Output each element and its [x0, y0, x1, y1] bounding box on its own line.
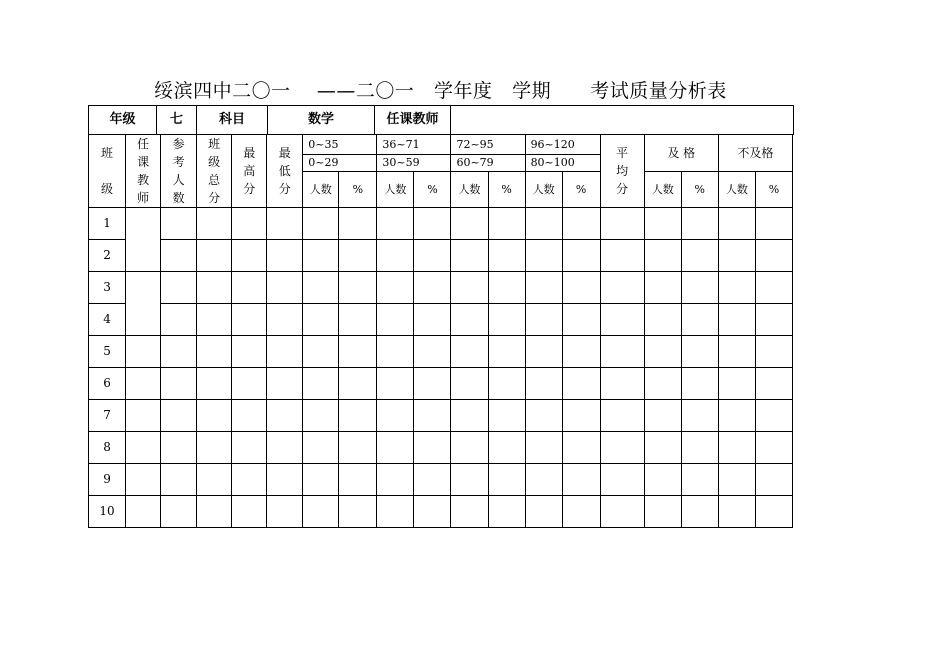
data-cell[interactable]	[232, 304, 267, 336]
data-cell[interactable]	[644, 400, 681, 432]
data-cell[interactable]	[414, 368, 451, 400]
data-cell[interactable]	[161, 336, 197, 368]
data-cell[interactable]	[303, 336, 339, 368]
pass-count-header: 人数	[644, 172, 681, 208]
row-class-number: 1	[89, 208, 126, 240]
data-cell[interactable]	[161, 464, 197, 496]
table-row	[89, 496, 793, 528]
data-cell[interactable]	[525, 272, 562, 304]
data-cell[interactable]	[600, 496, 644, 528]
data-cell[interactable]	[377, 432, 414, 464]
data-cell[interactable]	[414, 400, 451, 432]
range-4-lower: 80~100	[525, 154, 600, 171]
data-cell[interactable]	[414, 272, 451, 304]
data-cell[interactable]	[644, 464, 681, 496]
data-cell[interactable]	[232, 368, 267, 400]
data-cell[interactable]	[377, 368, 414, 400]
data-cell[interactable]	[644, 240, 681, 272]
data-cell[interactable]	[414, 496, 451, 528]
data-cell[interactable]	[303, 464, 339, 496]
data-cell[interactable]	[451, 208, 488, 240]
data-cell[interactable]	[600, 272, 644, 304]
teacher-cell[interactable]	[126, 496, 161, 528]
data-cell[interactable]	[718, 240, 755, 272]
data-cell[interactable]	[755, 240, 792, 272]
data-cell[interactable]	[267, 432, 303, 464]
range-1-percent-header: %	[339, 172, 377, 208]
col-pass: 及 格	[644, 135, 718, 172]
data-cell[interactable]	[267, 336, 303, 368]
data-cell[interactable]	[600, 464, 644, 496]
range-4-count-header: 人数	[525, 172, 562, 208]
data-cell[interactable]	[451, 368, 488, 400]
data-cell[interactable]	[377, 336, 414, 368]
table-row	[89, 464, 793, 496]
data-cell[interactable]	[161, 272, 197, 304]
data-cell[interactable]	[197, 240, 232, 272]
data-cell[interactable]	[681, 368, 718, 400]
range-2-percent-header: %	[414, 172, 451, 208]
data-cell[interactable]	[525, 368, 562, 400]
data-cell[interactable]	[488, 400, 525, 432]
range-3-lower: 60~79	[451, 154, 525, 171]
data-cell[interactable]	[339, 496, 377, 528]
data-cell[interactable]	[303, 368, 339, 400]
data-cell[interactable]	[718, 432, 755, 464]
data-cell[interactable]	[339, 240, 377, 272]
data-cell[interactable]	[414, 208, 451, 240]
data-cell[interactable]	[161, 400, 197, 432]
data-cell[interactable]	[681, 208, 718, 240]
data-cell[interactable]	[718, 336, 755, 368]
row-class-number: 6	[89, 368, 126, 400]
data-cell[interactable]	[681, 464, 718, 496]
form-title: 绥滨四中二〇一 ——二〇一 学年度 学期 考试质量分析表	[154, 80, 727, 102]
subject-label: 科目	[197, 106, 268, 135]
data-cell[interactable]	[562, 240, 600, 272]
data-cell[interactable]	[681, 400, 718, 432]
data-cell[interactable]	[488, 304, 525, 336]
data-cell[interactable]	[562, 400, 600, 432]
grade-value[interactable]: 七	[157, 106, 197, 135]
col-class: 班 级	[89, 135, 126, 208]
data-cell[interactable]	[562, 496, 600, 528]
data-cell[interactable]	[451, 304, 488, 336]
data-cell[interactable]	[303, 208, 339, 240]
table-row	[89, 304, 793, 336]
data-cell[interactable]	[339, 400, 377, 432]
fail-count-header: 人数	[718, 172, 755, 208]
table-row	[89, 272, 793, 304]
data-cell[interactable]	[600, 240, 644, 272]
teacher-cell[interactable]	[126, 272, 161, 336]
data-cell[interactable]	[267, 368, 303, 400]
data-cell[interactable]	[562, 432, 600, 464]
table-row	[89, 240, 793, 272]
data-cell[interactable]	[267, 496, 303, 528]
data-cell[interactable]	[718, 496, 755, 528]
data-cell[interactable]	[451, 336, 488, 368]
data-cell[interactable]	[718, 464, 755, 496]
data-cell[interactable]	[377, 208, 414, 240]
data-cell[interactable]	[755, 464, 792, 496]
col-class-total: 班 级 总 分	[197, 135, 232, 208]
data-cell[interactable]	[644, 368, 681, 400]
data-cell[interactable]	[451, 272, 488, 304]
data-cell[interactable]	[161, 240, 197, 272]
data-cell[interactable]	[451, 400, 488, 432]
data-cell[interactable]	[525, 240, 562, 272]
data-cell[interactable]	[197, 464, 232, 496]
data-cell[interactable]	[414, 240, 451, 272]
data-cell[interactable]	[488, 272, 525, 304]
data-cell[interactable]	[161, 368, 197, 400]
data-cell[interactable]	[755, 304, 792, 336]
data-cell[interactable]	[339, 208, 377, 240]
data-cell[interactable]	[267, 240, 303, 272]
teacher-label: 任课教师	[375, 106, 451, 135]
row-class-number: 10	[89, 496, 126, 528]
range-3-upper: 72~95	[451, 135, 525, 155]
data-cell[interactable]	[644, 496, 681, 528]
data-cell[interactable]	[681, 304, 718, 336]
range-3-percent-header: %	[488, 172, 525, 208]
data-cell[interactable]	[339, 336, 377, 368]
teacher-cell[interactable]	[126, 336, 161, 368]
row-class-number: 9	[89, 464, 126, 496]
data-cell[interactable]	[525, 336, 562, 368]
data-cell[interactable]	[339, 304, 377, 336]
data-cell[interactable]	[267, 272, 303, 304]
data-cell[interactable]	[681, 272, 718, 304]
data-cell[interactable]	[161, 208, 197, 240]
data-cell[interactable]	[644, 272, 681, 304]
range-1-count-header: 人数	[303, 172, 339, 208]
data-cell[interactable]	[681, 336, 718, 368]
header-table	[88, 105, 794, 135]
data-cell[interactable]	[414, 304, 451, 336]
row-class-number: 4	[89, 304, 126, 336]
data-cell[interactable]	[232, 432, 267, 464]
data-cell[interactable]	[377, 496, 414, 528]
data-cell[interactable]	[197, 432, 232, 464]
data-cell[interactable]	[644, 208, 681, 240]
data-cell[interactable]	[339, 368, 377, 400]
data-cell[interactable]	[303, 272, 339, 304]
data-cell[interactable]	[232, 464, 267, 496]
data-cell[interactable]	[525, 304, 562, 336]
data-cell[interactable]	[600, 336, 644, 368]
data-cell[interactable]	[600, 208, 644, 240]
subject-value[interactable]: 数学	[268, 106, 375, 135]
data-cell[interactable]	[339, 272, 377, 304]
data-cell[interactable]	[303, 400, 339, 432]
data-cell[interactable]	[339, 464, 377, 496]
data-cell[interactable]	[525, 432, 562, 464]
data-cell[interactable]	[562, 368, 600, 400]
pass-percent-header: %	[681, 172, 718, 208]
analysis-table	[88, 134, 793, 528]
data-cell[interactable]	[377, 304, 414, 336]
data-cell[interactable]	[414, 432, 451, 464]
data-cell[interactable]	[525, 496, 562, 528]
data-cell[interactable]	[232, 272, 267, 304]
range-2-count-header: 人数	[377, 172, 414, 208]
table-row	[89, 368, 793, 400]
data-cell[interactable]	[451, 240, 488, 272]
teacher-cell[interactable]	[126, 368, 161, 400]
data-cell[interactable]	[303, 240, 339, 272]
range-3-count-header: 人数	[451, 172, 488, 208]
data-cell[interactable]	[197, 400, 232, 432]
data-cell[interactable]	[232, 240, 267, 272]
data-cell[interactable]	[197, 368, 232, 400]
data-cell[interactable]	[488, 368, 525, 400]
data-cell[interactable]	[525, 400, 562, 432]
data-cell[interactable]	[562, 464, 600, 496]
col-fail: 不及格	[718, 135, 792, 172]
data-cell[interactable]	[562, 304, 600, 336]
range-2-upper: 36~71	[377, 135, 451, 155]
data-cell[interactable]	[525, 464, 562, 496]
data-cell[interactable]	[232, 208, 267, 240]
col-teacher: 任 课 教 师	[126, 135, 161, 208]
data-cell[interactable]	[161, 496, 197, 528]
data-cell[interactable]	[600, 368, 644, 400]
data-cell[interactable]	[377, 464, 414, 496]
teacher-value[interactable]	[451, 106, 794, 135]
row-class-number: 7	[89, 400, 126, 432]
data-cell[interactable]	[600, 304, 644, 336]
data-cell[interactable]	[755, 336, 792, 368]
data-cell[interactable]	[562, 208, 600, 240]
data-cell[interactable]	[600, 400, 644, 432]
data-cell[interactable]	[718, 272, 755, 304]
col-max-score: 最 高 分	[232, 135, 267, 208]
table-row	[89, 432, 793, 464]
range-4-percent-header: %	[562, 172, 600, 208]
data-cell[interactable]	[755, 272, 792, 304]
data-cell[interactable]	[755, 496, 792, 528]
data-cell[interactable]	[644, 304, 681, 336]
data-cell[interactable]	[488, 240, 525, 272]
data-cell[interactable]	[303, 496, 339, 528]
data-cell[interactable]	[377, 240, 414, 272]
row-class-number: 2	[89, 240, 126, 272]
data-cell[interactable]	[562, 272, 600, 304]
data-cell[interactable]	[232, 400, 267, 432]
teacher-cell[interactable]	[126, 400, 161, 432]
data-cell[interactable]	[451, 432, 488, 464]
data-cell[interactable]	[197, 496, 232, 528]
data-cell[interactable]	[718, 368, 755, 400]
data-cell[interactable]	[681, 496, 718, 528]
data-cell[interactable]	[197, 336, 232, 368]
data-cell[interactable]	[488, 432, 525, 464]
data-cell[interactable]	[451, 496, 488, 528]
data-cell[interactable]	[339, 432, 377, 464]
col-average: 平 均 分	[600, 135, 644, 208]
data-cell[interactable]	[755, 400, 792, 432]
table-row	[89, 336, 793, 368]
fail-percent-header: %	[755, 172, 792, 208]
data-cell[interactable]	[267, 464, 303, 496]
data-cell[interactable]	[414, 336, 451, 368]
data-cell[interactable]	[644, 432, 681, 464]
data-cell[interactable]	[644, 336, 681, 368]
range-1-upper: 0~35	[303, 135, 377, 155]
data-cell[interactable]	[488, 336, 525, 368]
data-cell[interactable]	[755, 208, 792, 240]
data-cell[interactable]	[232, 336, 267, 368]
data-cell[interactable]	[377, 272, 414, 304]
teacher-cell[interactable]	[126, 432, 161, 464]
data-cell[interactable]	[414, 464, 451, 496]
data-cell[interactable]	[267, 208, 303, 240]
data-cell[interactable]	[303, 432, 339, 464]
range-2-lower: 30~59	[377, 154, 451, 171]
data-cell[interactable]	[377, 400, 414, 432]
data-cell[interactable]	[718, 400, 755, 432]
data-cell[interactable]	[488, 208, 525, 240]
data-cell[interactable]	[197, 272, 232, 304]
col-participants: 参 考 人 数	[161, 135, 197, 208]
data-cell[interactable]	[488, 496, 525, 528]
data-cell[interactable]	[755, 368, 792, 400]
table-row	[89, 400, 793, 432]
data-cell[interactable]	[451, 464, 488, 496]
teacher-cell[interactable]	[126, 464, 161, 496]
data-cell[interactable]	[197, 304, 232, 336]
data-cell[interactable]	[267, 400, 303, 432]
row-class-number: 3	[89, 272, 126, 304]
range-1-lower: 0~29	[303, 154, 377, 171]
table-row	[89, 208, 793, 240]
data-cell[interactable]	[232, 496, 267, 528]
data-cell[interactable]	[718, 304, 755, 336]
data-cell[interactable]	[718, 208, 755, 240]
data-cell[interactable]	[161, 304, 197, 336]
grade-label: 年级	[89, 106, 157, 135]
row-class-number: 5	[89, 336, 126, 368]
data-cell[interactable]	[161, 432, 197, 464]
data-cell[interactable]	[267, 304, 303, 336]
teacher-cell[interactable]	[126, 208, 161, 272]
data-cell[interactable]	[681, 240, 718, 272]
data-cell[interactable]	[525, 208, 562, 240]
data-cell[interactable]	[303, 304, 339, 336]
data-cell[interactable]	[488, 464, 525, 496]
col-min-score: 最 低 分	[267, 135, 303, 208]
range-4-upper: 96~120	[525, 135, 600, 155]
data-cell[interactable]	[755, 432, 792, 464]
data-cell[interactable]	[562, 336, 600, 368]
data-cell[interactable]	[600, 432, 644, 464]
row-class-number: 8	[89, 432, 126, 464]
data-cell[interactable]	[681, 432, 718, 464]
data-cell[interactable]	[197, 208, 232, 240]
